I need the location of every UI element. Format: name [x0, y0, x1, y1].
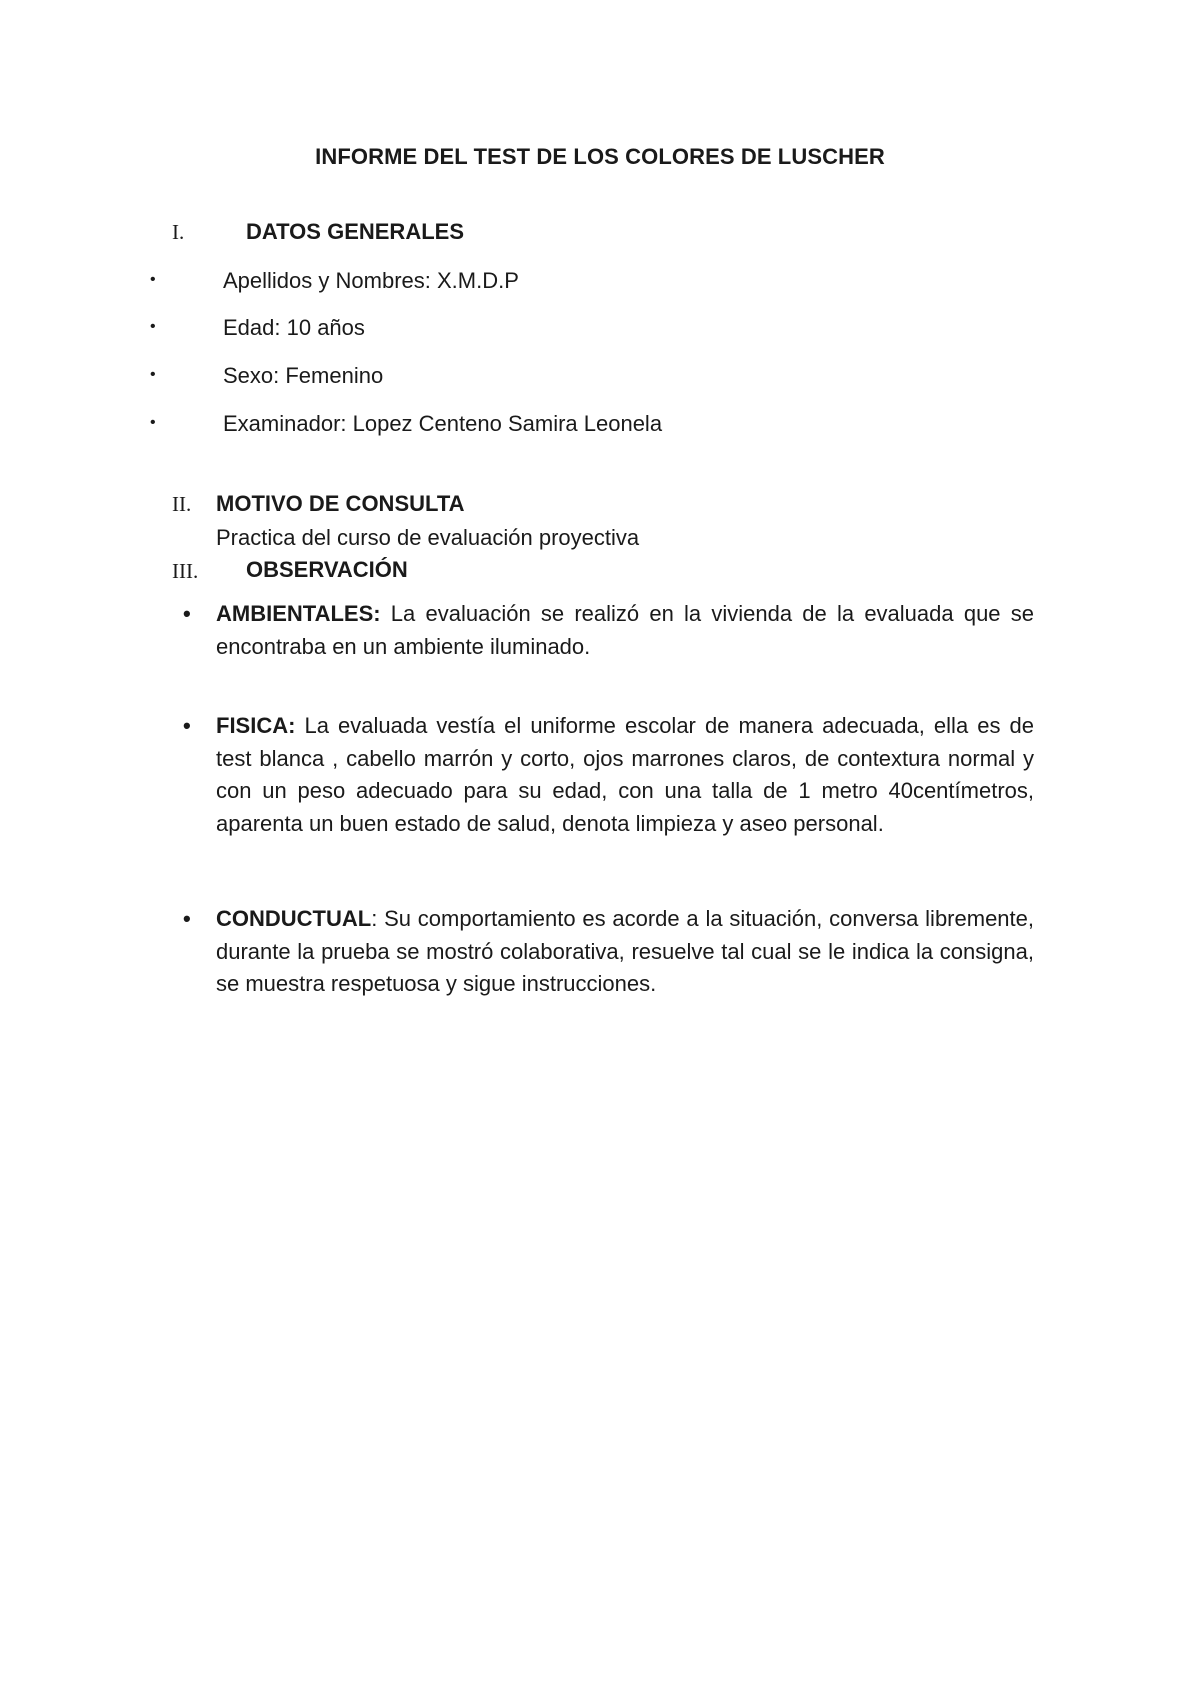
observation-fisica	[216, 710, 1034, 840]
observation-text: : Su comportamiento es acorde a la situación, conversa libremente, durante la prueba se mostró colaborativa, resuelve tal cual se le indica la consigna, se muestra respetuosa y sigue instrucciones.	[216, 906, 1034, 996]
section-numeral: II.	[172, 492, 192, 516]
observation-conductual	[216, 903, 1034, 1001]
bullet-icon: •	[150, 414, 156, 431]
observation-label: FISICA:	[216, 713, 296, 738]
section-heading: MOTIVO DE CONSULTA	[216, 491, 465, 516]
section-heading: OBSERVACIÓN	[246, 557, 408, 582]
section-numeral: III.	[172, 559, 199, 583]
bullet-icon: •	[150, 271, 156, 288]
bullet-icon: •	[183, 906, 191, 931]
document-title: INFORME DEL TEST DE LOS COLORES DE LUSCHER	[315, 144, 885, 169]
observation-text: La evaluada vestía el uniforme escolar de manera adecuada, ella es de test blanca , cabello marrón y corto, ojos marrones claros, de contextura normal y con un peso adecuado para su edad, con una talla de 1 metro 40centímetros, aparenta un buen estado de salud, denota limpieza y aseo personal.	[216, 713, 1034, 836]
observation-label: CONDUCTUAL	[216, 906, 372, 931]
bullet-icon: •	[183, 713, 191, 738]
bullet-icon: •	[150, 366, 156, 383]
section-numeral: I.	[172, 220, 185, 244]
data-item-nombres: Apellidos y Nombres: X.M.D.P	[223, 268, 519, 293]
observation-text: La evaluación se realizó en la vivienda de la evaluada que se encontraba en un ambiente iluminado.	[216, 601, 1034, 659]
data-item-edad: Edad: 10 años	[223, 315, 365, 340]
bullet-icon: •	[183, 601, 191, 626]
observation-label: AMBIENTALES:	[216, 601, 381, 626]
data-item-sexo: Sexo: Femenino	[223, 363, 384, 388]
data-item-examinador: Examinador: Lopez Centeno Samira Leonela	[223, 411, 663, 436]
motivo-text: Practica del curso de evaluación proyectiva	[216, 525, 640, 550]
bullet-icon: •	[150, 318, 156, 335]
section-heading: DATOS GENERALES	[246, 219, 464, 244]
observation-ambientales	[216, 598, 1034, 663]
